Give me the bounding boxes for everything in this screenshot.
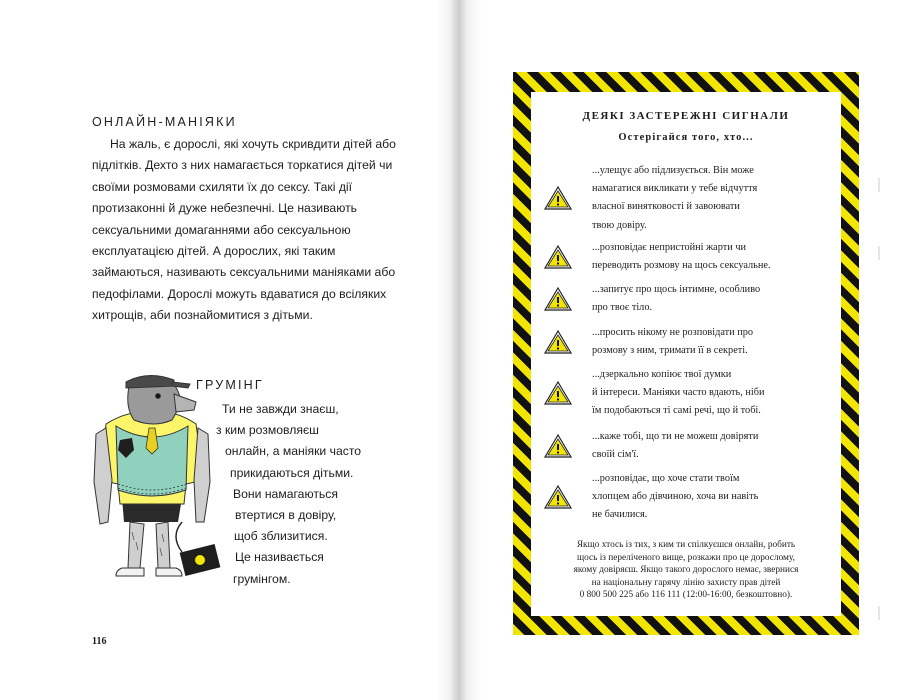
grooming-line: грумінгом.: [233, 571, 291, 586]
warning-triangle-icon: [543, 380, 573, 406]
warning-item-line: ...улещує або підлизується. Він може: [592, 165, 754, 176]
page-edge-mark: [878, 606, 880, 620]
warning-item-line: власної винятковості й завоювати: [592, 201, 740, 213]
warning-item-line: й інтереси. Маніяки часто вдають, ніби: [592, 387, 765, 399]
warning-triangle-icon: [543, 484, 573, 510]
warning-triangle-icon: [543, 433, 573, 459]
warning-item-line: розмову з ним, тримати її в секреті.: [592, 345, 748, 357]
warning-item-line: своїй сім'ї.: [592, 449, 639, 461]
online-paragraph: [92, 134, 402, 327]
wolf-legs: [128, 522, 170, 568]
book-spine-shadow: [436, 0, 482, 700]
grooming-line: Вони намагаються: [233, 486, 338, 501]
warning-item-line: ...просить нікому не розповідати про: [592, 327, 754, 338]
footer-line: на національну гарячу лінію захисту прав дітей: [591, 577, 781, 588]
warning-item-text: [592, 324, 832, 360]
card-footer: [541, 539, 831, 602]
warning-triangle-icon: [543, 329, 573, 355]
warning-signs-card: [531, 92, 841, 616]
warning-item-text: [592, 281, 832, 317]
footer-line: якому довіряєш. Якщо такого дорослого немає, звернися: [573, 565, 799, 576]
warning-item-text: [592, 428, 832, 464]
warning-item-line: твою довіру.: [592, 219, 647, 231]
warning-item-line: ...запитує про щось інтимне, особливо: [592, 284, 761, 295]
warning-item-line: переводить розмову на щось сексуальне.: [592, 260, 771, 272]
grooming-line: онлайн, а маніяки часто: [225, 444, 362, 459]
grooming-line: Ти не завжди знаєш,: [222, 402, 339, 416]
paragraph-text: На жаль, є дорослі, які хочуть скривдити дітей або підлітків. Дехто з них намагається торкатися дітей чи своїми розмовами схиляти їх до сексу. Такі дії протизаконні й дуже небезпечні. Це називають сексуальними домаганнями або сексуальною експлуатацією дітей. А дорослих, які таким займаються, називають сексуальними маніяками або педофілами. Дорослі можуть вдаватися до всіляких хитрощів, аби познайомитися з дітьми.: [92, 137, 396, 323]
page-number: 116: [92, 636, 107, 647]
warning-triangle-icon: [543, 185, 573, 211]
warning-item-line: не бачилися.: [592, 509, 648, 521]
footer-line: 0 800 500 225 або 116 111 (12:00-16:00, безкоштовно).: [579, 590, 793, 601]
warning-item-line: про твоє тіло.: [592, 302, 653, 314]
wolf-bag: [176, 522, 220, 576]
warning-item-line: хлопцем або дівчиною, хоча ви навіть: [592, 491, 759, 503]
grooming-line: прикидаються дітьми.: [230, 465, 354, 480]
warning-triangle-icon: [543, 286, 573, 312]
warning-item-line: їм подобаються ті самі речі, що й тобі.: [592, 405, 761, 417]
section-heading-grooming: ГРУМІНГ: [196, 378, 264, 392]
warning-triangle-icon: [543, 244, 573, 270]
wolf-illustration: [78, 372, 238, 592]
warning-item-line: ...дзеркально копіює твої думки: [592, 369, 732, 380]
card-title: ДЕЯКІ ЗАСТЕРЕЖНІ СИГНАЛИ: [582, 110, 790, 122]
footer-line: щось із переліченого вище, розкажи про це дорослому,: [577, 552, 795, 563]
warning-item-text: [592, 239, 832, 275]
warning-item-text: [592, 366, 832, 421]
page-edge-mark: [878, 178, 880, 192]
warning-item-line: ...каже тобі, що ти не можеш довіряти: [592, 431, 759, 442]
footer-line: Якщо хтось із тих, з ким ти спілкуєшся онлайн, робить: [576, 540, 796, 550]
card-subtitle: Остерігайся того, хто...: [618, 132, 754, 143]
warning-item-line: ...розповідає, що хоче стати твоїм: [592, 473, 740, 484]
grooming-line: з ким розмовляєш: [216, 423, 319, 438]
warning-item-line: намагатися викликати у тебе відчуття: [592, 183, 758, 195]
grooming-line: втертися в довіру,: [235, 508, 337, 522]
wolf-shoes: [116, 568, 182, 576]
left-page: [0, 0, 459, 700]
warning-item-line: ...розповідає непристойні жарти чи: [592, 242, 747, 253]
wolf-head: [126, 375, 196, 424]
section-heading-online: ОНЛАЙН-МАНІЯКИ: [92, 115, 237, 129]
grooming-line: щоб зблизитися.: [234, 529, 328, 544]
warning-item-text: [592, 470, 832, 525]
warning-item-text: [592, 162, 832, 235]
page-edge-mark: [878, 246, 880, 260]
grooming-line: Це називається: [235, 550, 324, 565]
